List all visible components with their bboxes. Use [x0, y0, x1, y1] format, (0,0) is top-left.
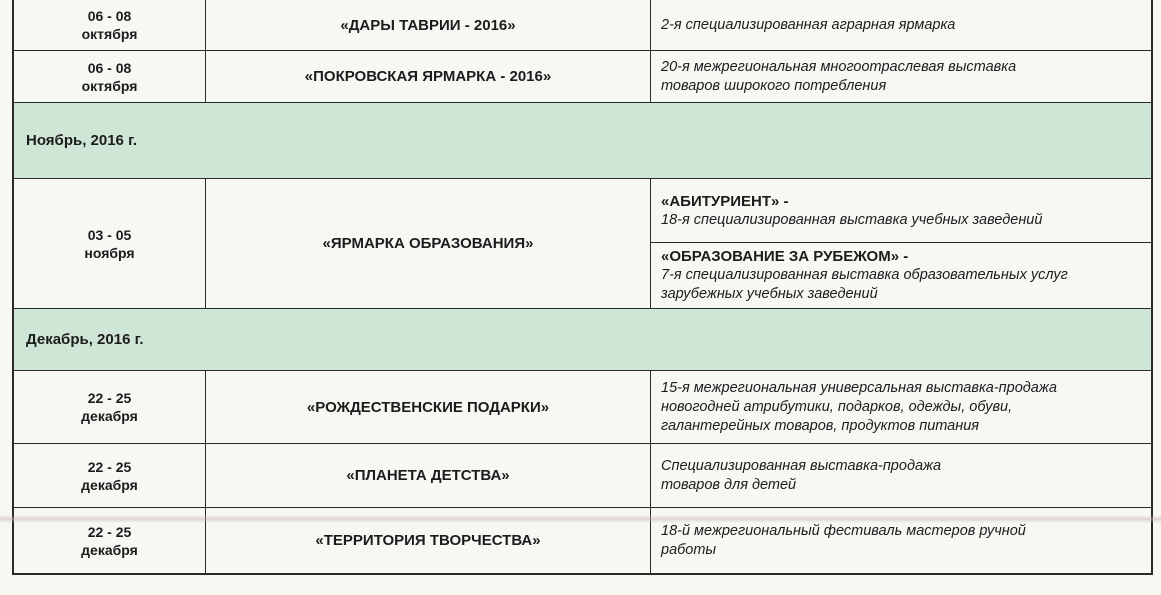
date-month: декабря	[81, 476, 138, 493]
event-name: «ПЛАНЕТА ДЕТСТВА»	[206, 444, 651, 507]
description-line: работы	[661, 541, 717, 558]
description-line: 18-й межрегиональный фестиваль мастеров ручной	[661, 522, 1026, 539]
event-description	[651, 444, 1151, 507]
month-label: Декабрь, 2016 г.	[26, 331, 144, 348]
date-days: 22 - 25	[87, 458, 132, 475]
event-description	[651, 371, 1151, 443]
table-row	[14, 50, 1151, 102]
event-name: «РОЖДЕСТВЕНСКИЕ ПОДАРКИ»	[206, 371, 651, 443]
description-line: Специализированная выставка-продажа	[661, 457, 942, 474]
sub-event	[651, 179, 1151, 242]
event-name: «ЯРМАРКА ОБРАЗОВАНИЯ»	[206, 179, 651, 308]
month-header-november	[14, 102, 1151, 178]
event-name: «ТЕРРИТОРИЯ ТВОРЧЕСТВА»	[206, 508, 651, 573]
sub-event-description: 7-я специализированная выставка образовательных услуг	[661, 267, 1068, 283]
event-name: «ДАРЫ ТАВРИИ - 2016»	[206, 0, 651, 50]
date-days: 06 - 08	[87, 8, 132, 24]
sub-event-description: зарубежных учебных заведений	[661, 286, 878, 302]
table-row	[14, 0, 1151, 50]
event-description	[651, 0, 1151, 50]
date-cell	[14, 508, 206, 573]
exhibition-schedule-table	[12, 0, 1153, 575]
month-label: Ноябрь, 2016 г.	[26, 132, 137, 149]
table-row	[14, 178, 1151, 308]
date-cell	[14, 0, 206, 50]
date-days: 22 - 25	[87, 523, 132, 540]
sub-event-title: «АБИТУРИЕНТ» -	[661, 192, 789, 210]
event-description	[651, 51, 1151, 102]
sub-events	[651, 179, 1151, 308]
date-cell	[14, 371, 206, 443]
date-days: 06 - 08	[87, 59, 132, 76]
sub-event-description: 18-я специализированная выставка учебных заведений	[661, 211, 1043, 228]
date-days: 22 - 25	[87, 390, 132, 406]
table-row	[14, 370, 1151, 443]
table-row	[14, 443, 1151, 507]
description-line: 2-я специализированная аграрная ярмарка	[661, 16, 956, 33]
date-month: октября	[81, 26, 138, 42]
table-row	[14, 507, 1151, 573]
date-cell	[14, 444, 206, 507]
description-line: новогодней атрибутики, подарков, одежды, обуви,	[661, 398, 1013, 415]
date-month: декабря	[81, 541, 138, 558]
month-header-december	[14, 308, 1151, 370]
sub-event	[651, 242, 1151, 308]
event-description	[651, 508, 1151, 573]
description-line: товаров широкого потребления	[661, 77, 887, 94]
sub-event-title: «ОБРАЗОВАНИЕ ЗА РУБЕЖОМ» -	[661, 248, 909, 265]
date-month: октября	[81, 77, 138, 94]
description-line: галантерейных товаров, продуктов питания	[661, 417, 980, 434]
event-name: «ПОКРОВСКАЯ ЯРМАРКА - 2016»	[206, 51, 651, 102]
description-line: товаров для детей	[661, 476, 797, 493]
description-line: 20-я межрегиональная многоотраслевая выставка	[661, 58, 1017, 75]
date-month: ноября	[84, 244, 135, 261]
date-cell	[14, 179, 206, 308]
description-line: 15-я межрегиональная универсальная выставка-продажа	[661, 379, 1057, 396]
date-days: 03 - 05	[87, 226, 132, 243]
date-month: декабря	[81, 408, 138, 424]
date-cell	[14, 51, 206, 102]
